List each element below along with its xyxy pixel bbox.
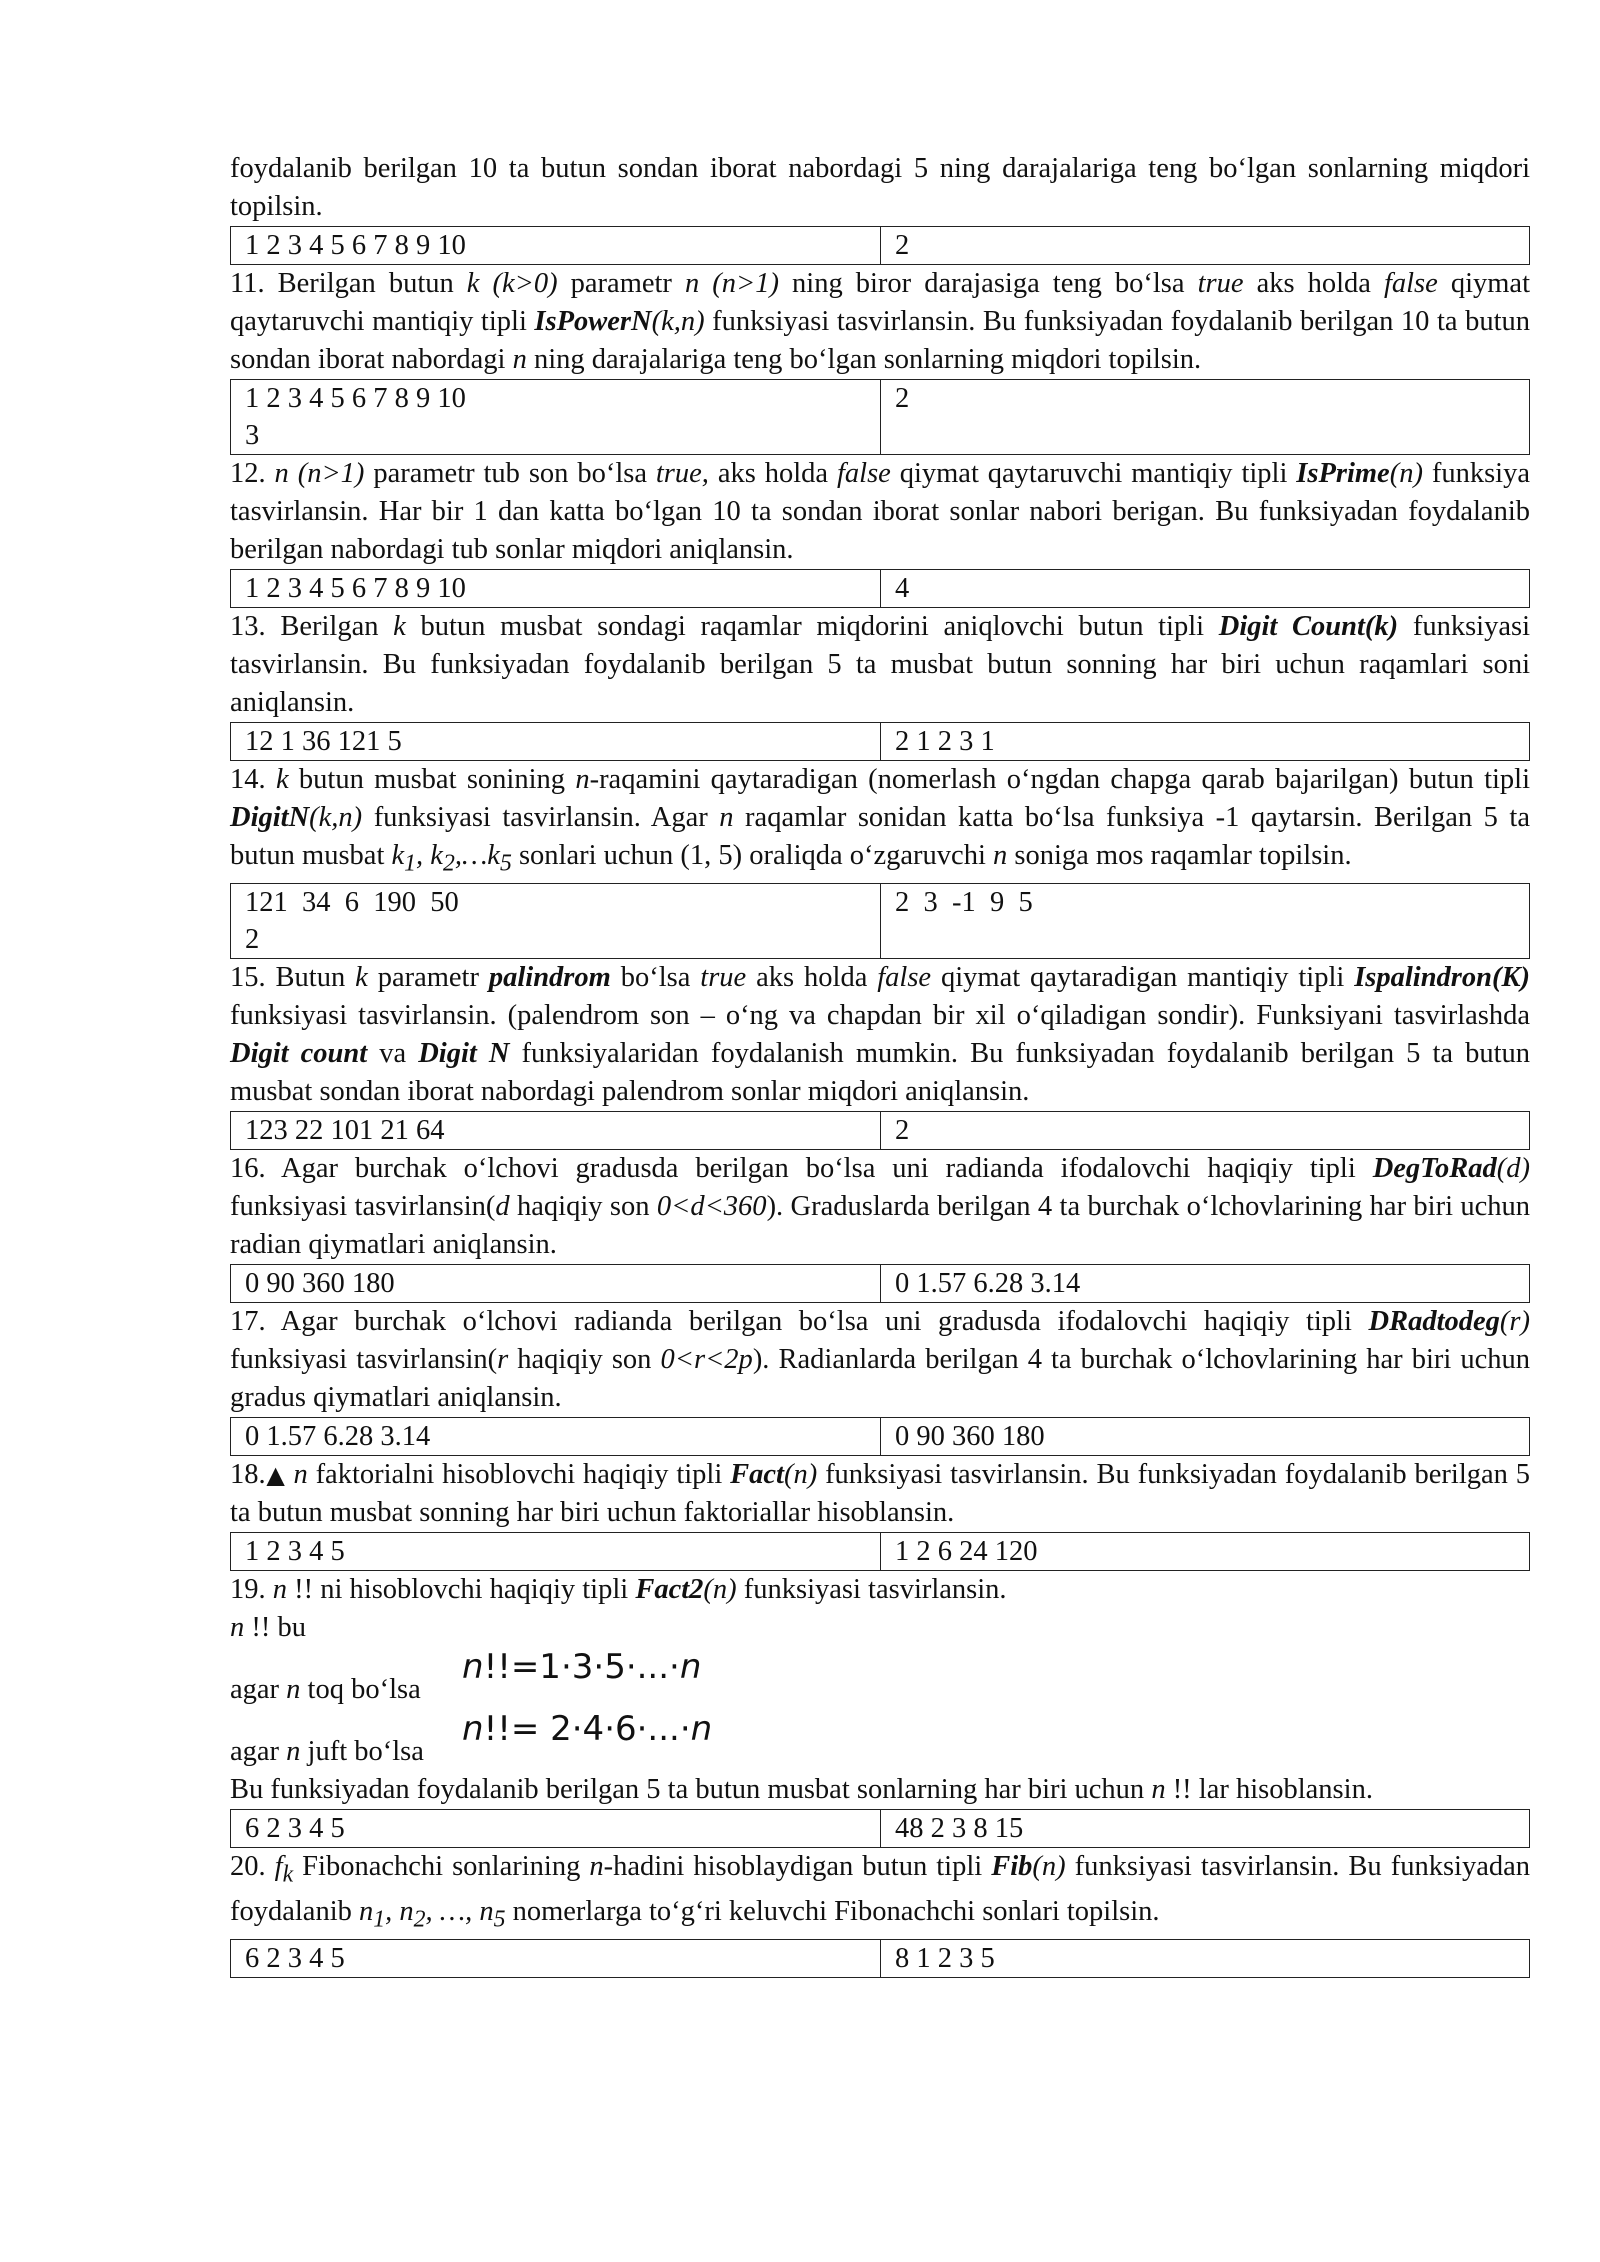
example-input: 6 2 3 4 5 (231, 1809, 881, 1847)
example-output: 0 90 360 180 (881, 1417, 1530, 1455)
example-input: 0 1.57 6.28 3.14 (231, 1417, 881, 1455)
problem-17-text: 17. Agar burchak o‘lchovi radianda berilgan bo‘lsa uni gradusda ifodalovchi haqiqiy tipli DRadtodeg(r) funksiyasi tasvirlansin(r haqiqiy son 0<r<2p). Radianlarda berilgan 4 ta burchak o‘lchovlarining har biri uchun gradus qiymatlari aniqlansin. (230, 1305, 1531, 1413)
document-page (230, 150, 1530, 1978)
problem-16-example-table (230, 1264, 1530, 1303)
example-input: 1 2 3 4 5 (231, 1532, 881, 1570)
example-input: 0 90 360 180 (231, 1264, 881, 1302)
triangle-marker-icon: ▲ (265, 1460, 286, 1489)
problem-14-text: 14. k butun musbat sonining n-raqamini qaytaradigan (nomerlash o‘ngdan chapga qarab bajarilgan) butun tipli DigitN(k,n) funksiyasi tasvirlansin. Agar n raqamlar sonidan katta bo‘lsa funksiya -1 qaytarsin. Berilgan 5 ta butun musbat $k_1$, $k_2,\dots k_5$ sonlari uchun (1, 5) oraliqda o‘zgaruvchi n soniga mos raqamlar topilsin. (230, 764, 1530, 877)
problem-19-line2: n !! bu (230, 1611, 306, 1643)
problem-14-example-table (230, 883, 1530, 959)
odd-case-row (230, 1647, 1530, 1709)
example-input: 121 34 6 190 50 2 (231, 883, 881, 958)
example-output: 2 (881, 380, 1530, 455)
function-name: Ispalindron(K) (1354, 961, 1530, 993)
problem-15-example-table (230, 1111, 1530, 1150)
example-input: 123 22 101 21 64 (231, 1111, 881, 1149)
odd-condition: agar n toq bo‘lsa (230, 1673, 421, 1705)
odd-formula: n!!=1·3·5·...·n (462, 1646, 702, 1687)
function-name: IsPrime (1296, 458, 1390, 489)
example-output: 4 (881, 570, 1530, 608)
function-name: Digit Count(k) (1218, 611, 1399, 642)
problem-20-example-table (230, 1939, 1530, 1978)
example-output: 1 2 6 24 120 (881, 1532, 1530, 1570)
problem-12-text: 12. n (n>1) parametr tub son bo‘lsa true, aks holda false qiymat qaytaruvchi mantiqiy tipli IsPrime(n) funksiya tasvirlansin. Har bir 1 dan katta bo‘lgan 10 ta sondan iborat sonlar nabori berigan. Bu funksiyadan foydalanib berilgan nabordagi tub sonlar miqdori aniqlansin. (230, 458, 1530, 565)
even-condition: agar n juft bo‘lsa (230, 1735, 424, 1767)
example-output: 2 (881, 1111, 1530, 1149)
problem-18-text: 18.▲ n faktorialni hisoblovchi haqiqiy tipli Fact(n) funksiyasi tasvirlansin. Bu funksiyadan foydalanib berilgan 5 ta butun musbat sonning har biri uchun faktoriallar hisoblansin. (230, 1458, 1531, 1528)
problem-19-text: 19. n !! ni hisoblovchi haqiqiy tipli Fact2(n) funksiyasi tasvirlansin. (230, 1573, 1007, 1605)
example-output: 2 1 2 3 1 (881, 723, 1530, 761)
problem-16-text: 16. Agar burchak o‘lchovi gradusda berilgan bo‘lsa uni radianda ifodalovchi haqiqiy tipli DegToRad(d) funksiyasi tasvirlansin(d haqiqiy son 0<d<360). Graduslarda berilgan 4 ta burchak o‘lchovlarining har biri uchun radian qiymatlari aniqlansin. (230, 1152, 1531, 1260)
problem-19-example-table (230, 1809, 1530, 1848)
problem-10-text: foydalanib berilgan 10 ta butun sondan iborat nabordagi 5 ning darajalariga teng bo‘lgan sonlarning miqdori topilsin. (230, 153, 1530, 222)
function-name: Fib (991, 1850, 1033, 1882)
problem-20-text: 20. $f_k$ Fibonachchi sonlarining n-hadini hisoblaydigan butun tipli Fib(n) funksiyasi tasvirlansin. Bu funksiyadan foydalanib $n_1$, $n_2$, …, $n_5$ nomerlarga to‘g‘ri keluvchi Fibonachchi sonlari topilsin. (230, 1850, 1531, 1934)
problem-17-example-table (230, 1417, 1530, 1456)
problem-11-example-table (230, 379, 1530, 455)
problem-10-example-table (230, 226, 1530, 265)
function-name: Fact2 (635, 1573, 704, 1605)
example-output: 8 1 2 3 5 (881, 1940, 1530, 1978)
example-input: 1 2 3 4 5 6 7 8 9 10 (231, 227, 881, 265)
example-output: 2 3 -1 9 5 (881, 883, 1530, 958)
example-input: 1 2 3 4 5 6 7 8 9 10 3 (231, 380, 881, 455)
example-output: 0 1.57 6.28 3.14 (881, 1264, 1530, 1302)
function-name: DegToRad (1372, 1152, 1497, 1184)
example-input: 6 2 3 4 5 (231, 1940, 881, 1978)
problem-12-example-table (230, 569, 1530, 608)
example-input: 12 1 36 121 5 (231, 723, 881, 761)
function-name: Fact (730, 1458, 784, 1490)
even-formula: n!!= 2·4·6·...·n (462, 1708, 713, 1749)
example-input: 1 2 3 4 5 6 7 8 9 10 (231, 570, 881, 608)
problem-13-text: 13. Berilgan k butun musbat sondagi raqamlar miqdorini aniqlovchi butun tipli Digit Count(k) funksiyasi tasvirlansin. Bu funksiyadan foydalanib berilgan 5 ta musbat butun sonning har biri uchun raqamlari soni aniqlansin. (230, 611, 1531, 718)
problem-18-example-table (230, 1532, 1530, 1571)
function-name: DRadtodeg (1368, 1305, 1500, 1337)
example-output: 48 2 3 8 15 (881, 1809, 1530, 1847)
problem-19-task: Bu funksiyadan foydalanib berilgan 5 ta butun musbat sonlarning har biri uchun n !! lar hisoblansin. (230, 1773, 1373, 1805)
example-output: 2 (881, 227, 1530, 265)
function-name: DigitN (230, 802, 310, 833)
function-name: IsPowerN (534, 306, 652, 337)
problem-11-text: 11. Berilgan butun k (k>0) parametr n (n>1) ning biror darajasiga teng bo‘lsa true aks holda false qiymat qaytaruvchi mantiqiy tipli IsPowerN(k,n) funksiyasi tasvirlansin. Bu funksiyadan foydalanib berilgan 10 ta butun sondan iborat nabordagi n ning darajalariga teng bo‘lgan sonlarning miqdori topilsin. (230, 268, 1530, 375)
even-case-row (230, 1709, 1530, 1771)
problem-15-text: 15. Butun k parametr palindrom bo‘lsa true aks holda false qiymat qaytaradigan mantiqiy tipli Ispalindron(K) funksiyasi tasvirlansin. (palendrom son – o‘ng va chapdan bir xil o‘qiladigan sondir). Funksiyani tasvirlashda Digit count va Digit N funksiyalaridan foydalanish mumkin. Bu funksiyadan foydalanib berilgan 5 ta butun musbat sondan iborat nabordagi palendrom sonlar miqdori aniqlansin. (230, 961, 1530, 1107)
problem-13-example-table (230, 722, 1530, 761)
